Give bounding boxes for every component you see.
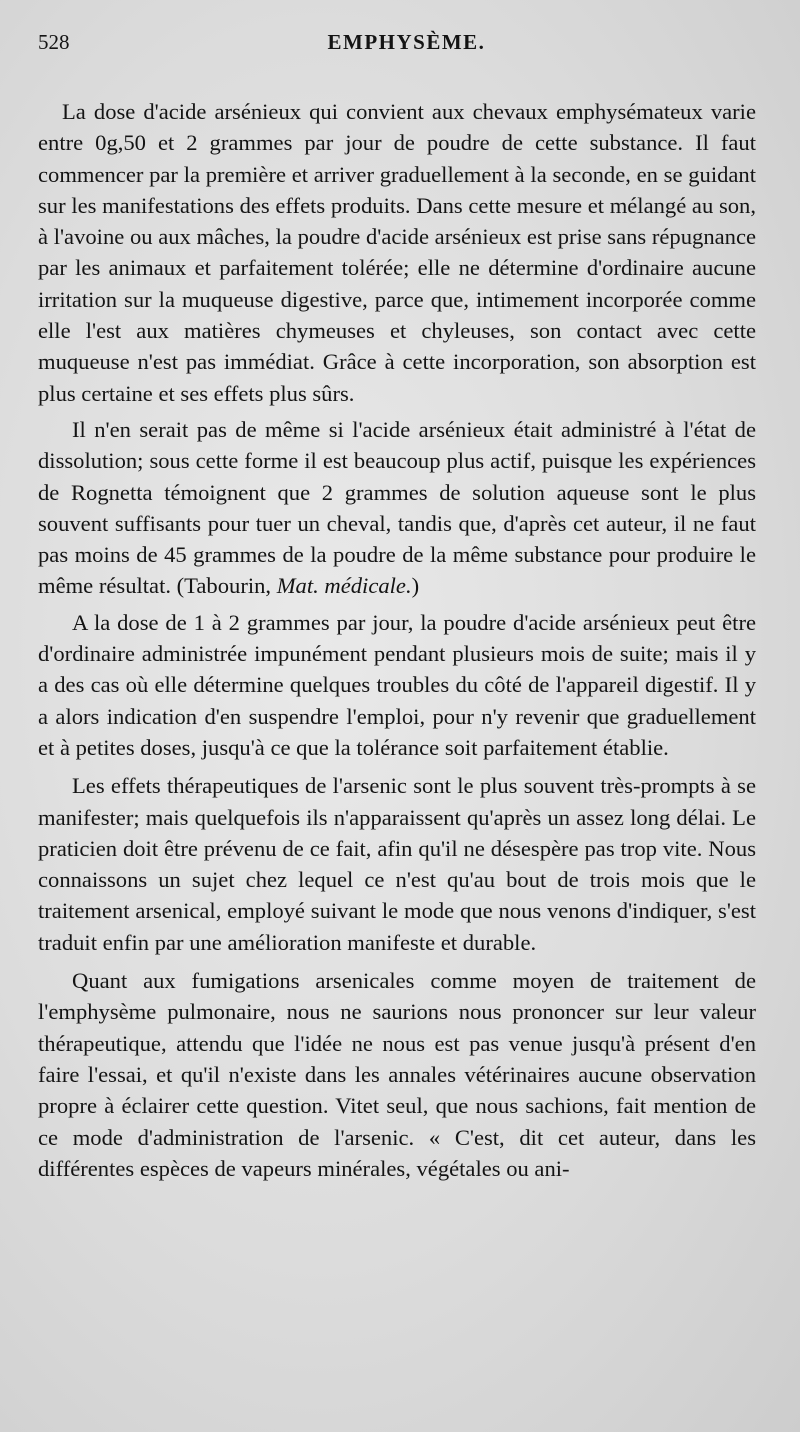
paragraph-1: La dose d'acide arsénieux qui convient aux chevaux emphysémateux varie entre 0g,50 et 2 grammes par jour de poudre de cette substance. Il faut commencer par la première et arriver graduellement à la seconde, en se guidant sur les manifestations des effets produits. Dans cette mesure et mélangé au son, à l'avoine ou aux mâches, la poudre d'acide arsénieux est prise sans répugnance par les animaux et parfaitement tolérée; elle ne détermine d'ordinaire aucune irritation sur la muqueuse digestive, parce que, intimement incorporée comme elle l'est aux matières chymeuses et chyleuses, son contact avec cette muqueuse n'est pas immédiat. Grâce à cette incorporation, son absorption est plus certaine et ses effets plus sûrs. <box>38 99 756 406</box>
running-title: EMPHYSÈME. <box>327 30 486 54</box>
paragraph-2 <box>38 414 756 602</box>
citation-italic: Mat. médicale. <box>276 573 412 599</box>
body-text <box>38 96 756 1184</box>
paragraph-2-text: Il n'en serait pas de même si l'acide arsénieux était administré à l'état de dissolution; sous cette forme il est beaucoup plus actif, puisque les expériences de Rognetta témoignent que 2 grammes de solution aqueuse sont le plus souvent suffisants pour tuer un cheval, tandis que, d'après cet auteur, il ne faut pas moins de 45 grammes de la poudre de la même substance pour produire le même résultat. (Tabourin, <box>38 416 756 599</box>
paragraph-2-closing: ) <box>411 573 420 599</box>
paragraph-3: A la dose de 1 à 2 grammes par jour, la poudre d'acide arsénieux peut être d'ordinaire administrée impunément pendant plusieurs mois de suite; mais il y a des cas où elle détermine quelques troubles du côté de l'appareil digestif. Il y a alors indication d'en suspendre l'emploi, pour n'y revenir que graduellement et à petites doses, jusqu'à ce que la tolérance soit parfaitement établie. <box>38 609 756 760</box>
paragraph-4: Les effets thérapeutiques de l'arsenic sont le plus souvent très-prompts à se manifester; mais quelquefois ils n'apparaissent qu'après un assez long délai. Le praticien doit être prévenu de ce fait, afin qu'il ne désespère pas trop vite. Nous connaissons un sujet chez lequel ce n'est qu'au bout de trois mois que le traitement arsenical, employé suivant le mode que nous venons d'indiquer, s'est traduit enfin par une amélioration manifeste et durable. <box>38 773 756 955</box>
paragraph-5: Quant aux fumigations arsenicales comme moyen de traitement de l'emphysème pulmonaire, nous ne saurions nous prononcer sur leur valeur thérapeutique, attendu que l'idée ne nous est pas venue jusqu'à présent d'en faire l'essai, et qu'il n'existe dans les annales vétérinaires aucune observation propre à éclairer cette question. Vitet seul, que nous sachions, fait mention de ce mode d'administration de l'arsenic. « C'est, dit cet auteur, dans les différentes espèces de vapeurs minérales, végétales ou ani- <box>38 968 756 1181</box>
page-header <box>38 28 756 60</box>
page-number: 528 <box>38 30 70 54</box>
